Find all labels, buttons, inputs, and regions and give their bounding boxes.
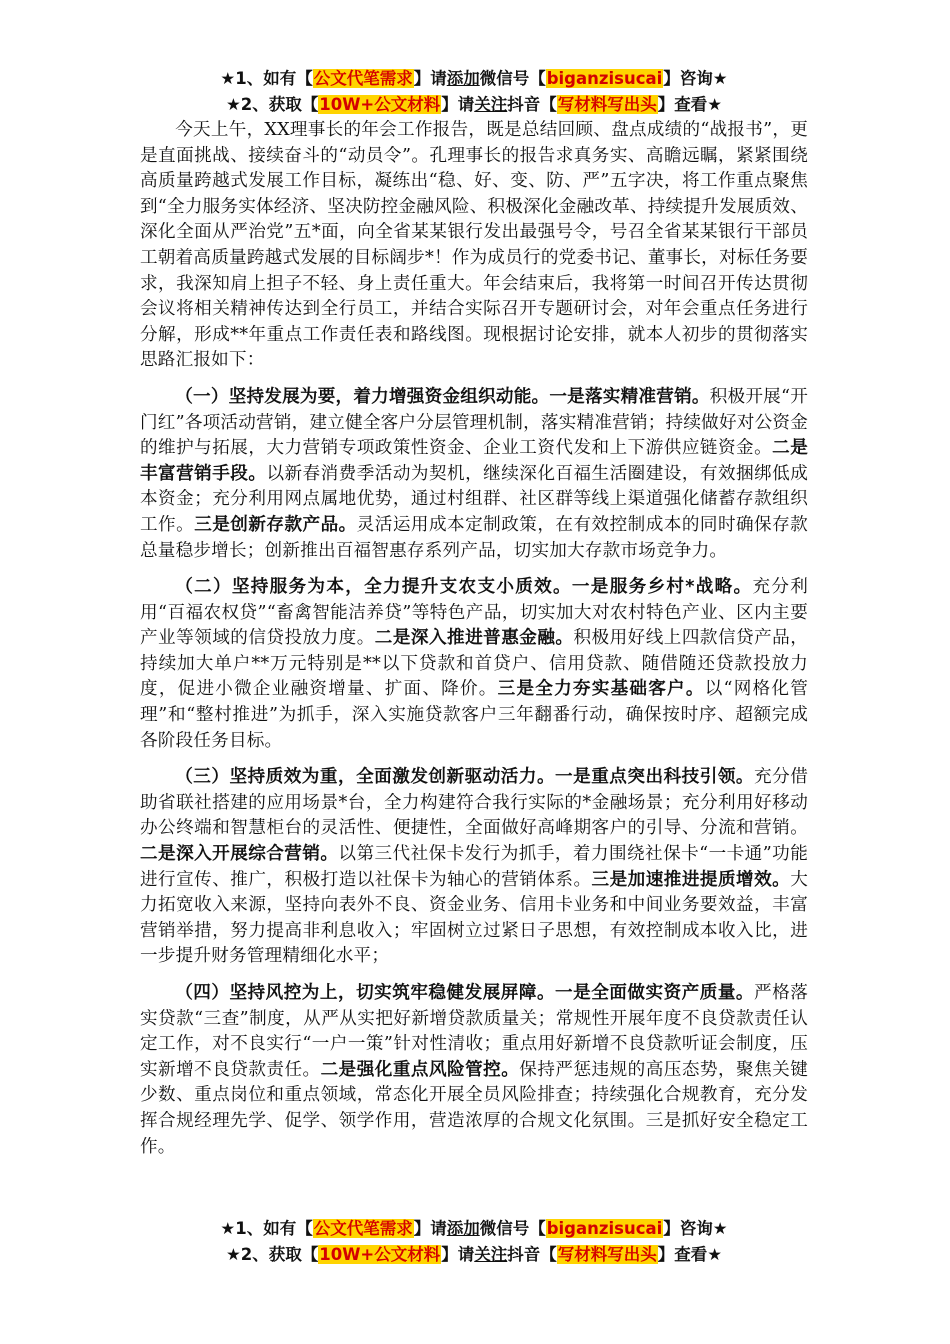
promo-text: 】查看★ (657, 95, 723, 114)
promo-text: 】咨询★ (663, 1219, 728, 1238)
point-title: 三是全力夯实基础客户。 (497, 679, 705, 700)
promo-text: 微信号【 (479, 1219, 546, 1238)
promo-banner-bottom (140, 1216, 808, 1268)
promo-underline: 添加 (446, 69, 480, 88)
promo-highlight: 公文代笔需求 (313, 69, 413, 88)
point-title: 二是深入开展综合营销。 (140, 844, 339, 865)
section-heading: （二）坚持服务为本，全力提升支农支小质效。 (175, 577, 572, 598)
promo-text: ★2、获取【 (225, 1245, 319, 1264)
promo-text: 抖音【 (507, 1245, 557, 1264)
point-title: 二是丰富营销手段。 (140, 438, 808, 484)
section-paragraph (140, 385, 808, 564)
section-heading: （三）坚持质效为重，全面激发创新驱动活力。 (175, 767, 556, 788)
promo-text: 】请 (413, 69, 447, 88)
promo-line-2 (140, 1242, 808, 1268)
promo-highlight: 写材料写出头 (557, 95, 657, 114)
point-text: 积极用好线上四款信贷产品，持续加大单户**万元特别是**以下贷款和首贷户、信用贷款、随借随还贷款投放力度，促进小微企业融资增量、扩面、降价。 (140, 628, 808, 700)
promo-text: 】请 (441, 95, 475, 114)
section-paragraph (140, 981, 808, 1160)
point-title: 一是全面做实资产质量。 (555, 983, 755, 1003)
document-page (140, 66, 808, 1160)
section-heading: （一）坚持发展为要，着力增强资金组织动能。 (175, 386, 550, 407)
point-text: 积极开展“开门红”各项活动营销，建立健全客户分层管理机制，落实精准营销；持续做好对公资金的维护与拓展，大力营销专项政策性资金、企业工资代发和上下游供应链资金。 (140, 386, 808, 459)
point-text: 严格落实贷款“三查”制度，从严从实把好新增贷款质量关；常规性开展年度不良贷款责任认定工作，对不良实行“一户一策”针对性清收；重点用好新增不良贷款听证会制度，压实新增不良贷款责任。 (140, 983, 809, 1080)
promo-banner-top (140, 66, 808, 118)
promo-underline: 添加 (446, 1219, 480, 1238)
point-title: 二是深入推进普惠金融。 (374, 628, 574, 649)
promo-text: 】查看★ (657, 1245, 723, 1264)
point-title: 三是加速推进提质增效。 (591, 869, 791, 890)
promo-text: ★2、获取【 (225, 95, 319, 114)
point-title: 一是重点突出科技引领。 (555, 767, 755, 788)
promo-highlight: 写材料写出头 (557, 1245, 657, 1264)
point-title: 一是落实精准营销。 (549, 386, 710, 407)
promo-text: 】请 (441, 1245, 475, 1264)
point-text: 充分利用“百福农权贷”“畜禽智能洁养贷”等特色产品，切实加大对农村特色产业、区内主要产业等领域的信贷投放力度。 (140, 577, 809, 649)
point-text: 保持严惩违规的高压态势，聚焦关键少数、重点岗位和重点领域，常态化开展全员风险排查；持续强化合规教育，充分发挥合规经理先学、促学、领学作用，营造浓厚的合规文化氛围。三是抓好安全稳定工作。 (140, 1059, 808, 1157)
section-heading: （四）坚持风控为上，切实筑牢稳健发展屏障。 (175, 983, 556, 1003)
section-paragraph (140, 575, 808, 754)
section-paragraph (140, 765, 808, 970)
point-title: 一是服务乡村*战略。 (571, 577, 753, 598)
point-text: 以第三代社保卡发行为抓手，着力围绕社保卡“一卡通”功能进行宣传、推广，积极打造以社保卡为轴心的营销体系。 (140, 844, 808, 890)
point-title: 二是强化重点风险管控。 (320, 1059, 520, 1080)
promo-highlight: biganzisucai (546, 1219, 663, 1238)
promo-underline: 关注 (474, 95, 508, 114)
point-text: 以新春消费季活动为契机，继续深化百福生活圈建设，有效捆绑低成本资金；充分利用网点属地优势，通过村组群、社区群等线上渠道强化储蓄存款组织工作。 (140, 463, 808, 535)
promo-highlight: 10W+公文材料 (319, 95, 441, 114)
promo-text: 微信号【 (479, 69, 546, 88)
point-text: 充分借助省联社搭建的应用场景*台，全力构建符合我行实际的*金融场景；充分利用好移动办公终端和智慧柜台的灵活性、便捷性，全面做好高峰期客户的引导、分流和营销。 (140, 767, 809, 839)
intro-paragraph: 今天上午，XX理事长的年会工作报告，既是总结回顾、盘点成绩的“战报书”，更是直面挑战、接续奋斗的“动员令”。孔理事长的报告求真务实、高瞻远瞩，紧紧围绕高质量跨越式发展工作目标，凝练出“稳、好、变、防、严”五字决，将工作重点聚焦到“全力服务实体经济、坚决防控金融风险、积极深化金融改革、持续提升发展质效、深化全面从严治党”五*面，向全省某某银行发出最强号令，号召全省某某银行干部员工朝着高质量跨越式发展的目标阔步*！作为成员行的党委书记、董事长，对标任务要求，我深知肩上担子不轻、身上责任重大。年会结束后，我将第一时间召开传达贯彻会议将相关精神传达到全行员工，并结合实际召开专题研讨会，对年会重点任务进行分解，形成**年重点工作责任表和路线图。现根据讨论安排，就本人初步的贯彻落实思路汇报如下： (140, 120, 808, 371)
promo-text: 】咨询★ (663, 69, 728, 88)
promo-line-2 (140, 92, 808, 118)
point-title: 三是创新存款产品。 (194, 514, 357, 535)
promo-line-1 (140, 1216, 808, 1242)
promo-underline: 关注 (474, 1245, 508, 1264)
point-text: 以“网格化管理”和“整村推进”为抓手，深入实施贷款客户三年翻番行动，确保按时序、超额完成各阶段任务目标。 (140, 679, 808, 751)
promo-text: ★1、如有【 (220, 69, 313, 88)
promo-highlight: 10W+公文材料 (319, 1245, 441, 1264)
promo-text: 】请 (413, 1219, 447, 1238)
promo-highlight: 公文代笔需求 (313, 1219, 413, 1238)
point-text: 大力拓宽收入来源，坚持向表外不良、资金业务、信用卡业务和中间业务要效益，丰富营销举措，努力提高非利息收入；牢固树立过紧日子思想，有效控制成本收入比，进一步提升财务管理精细化水平； (140, 869, 808, 967)
promo-highlight: biganzisucai (546, 69, 663, 88)
promo-line-1 (140, 66, 808, 92)
point-text: 灵活运用成本定制政策，在有效控制成本的同时确保存款总量稳步增长；创新推出百福智惠存系列产品，切实加大存款市场竞争力。 (140, 514, 808, 561)
promo-text: ★1、如有【 (220, 1219, 313, 1238)
promo-text: 抖音【 (507, 95, 557, 114)
